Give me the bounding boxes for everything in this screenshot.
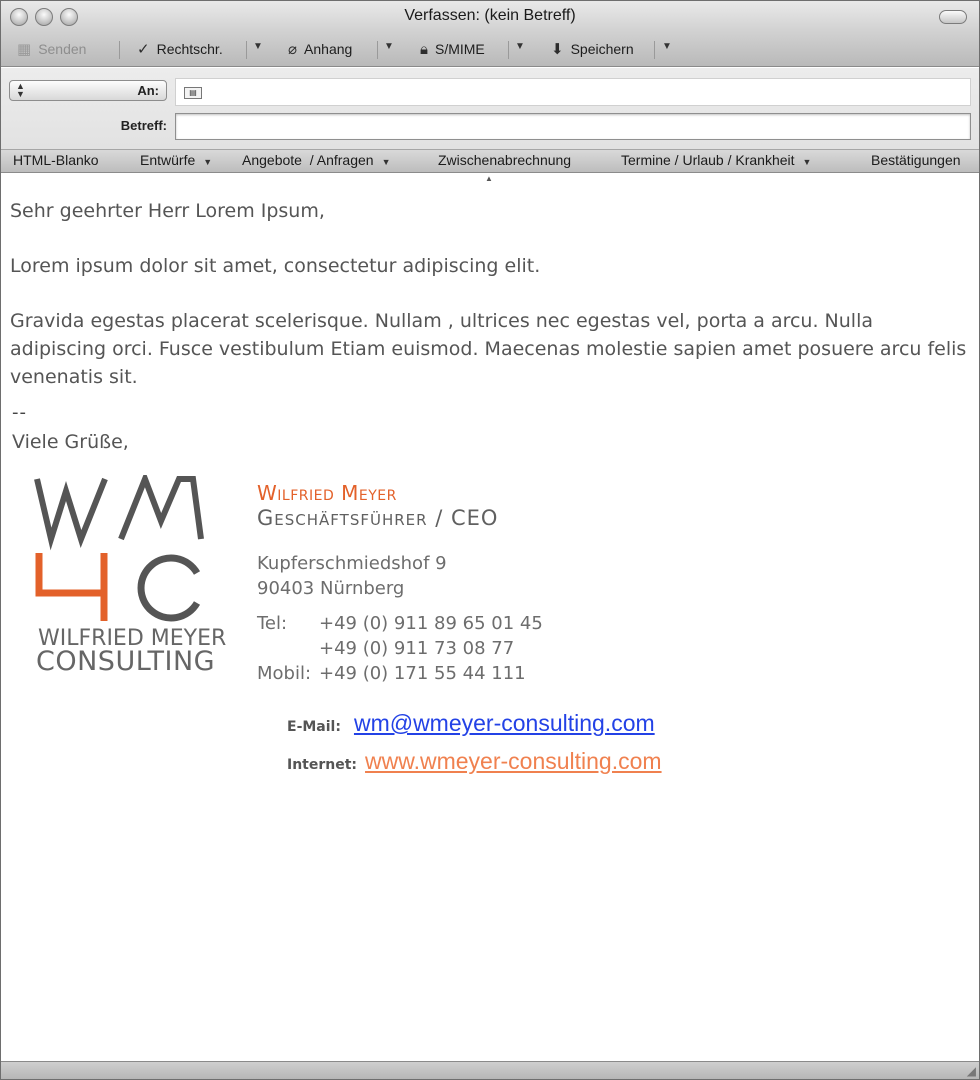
phone-row (257, 661, 543, 686)
mobile-number: +49 (0) 171 55 44 111 (319, 663, 526, 684)
smime-button[interactable] (420, 39, 485, 59)
logo-text-line2: CONSULTING (36, 646, 216, 677)
save-dropdown-icon[interactable]: ▼ (662, 41, 672, 52)
toolbar-separator (119, 41, 120, 59)
template-label: Zwischenabrechnung (438, 152, 572, 168)
status-bar (1, 1061, 979, 1079)
recipient-type-label: An: (137, 83, 159, 98)
paragraph-1: Lorem ipsum dolor sit amet, consectetur adipiscing elit. (10, 255, 541, 277)
to-input[interactable] (175, 78, 971, 106)
window-title: Verfassen: (kein Betreff) (404, 7, 576, 24)
web-row (287, 747, 662, 785)
toolbar-separator (377, 41, 378, 59)
signature-street: Kupferschmiedshof 9 (257, 553, 447, 574)
resize-grip-icon[interactable]: ◢ (966, 1064, 976, 1078)
chevron-down-icon: ▼ (203, 157, 213, 167)
attach-button[interactable] (288, 39, 352, 59)
toolbar-separator (246, 41, 247, 59)
address-area (1, 68, 979, 150)
signature-contact (287, 709, 662, 785)
web-label: Internet: (287, 757, 358, 773)
checkmark-icon: ✓ (137, 41, 150, 58)
signature-title: Geschäftsführer / CEO (257, 506, 499, 530)
chevron-down-icon: ▼ (802, 157, 812, 167)
tel-label: Tel: (257, 613, 288, 634)
subject-label: Betreff: (120, 118, 167, 133)
message-body[interactable] (1, 183, 979, 1063)
title-bar (1, 1, 979, 33)
stepper-arrows-icon: ▲ ▼ (16, 81, 25, 99)
template-zwischenabrechnung[interactable] (438, 152, 571, 168)
signature-separator: -- (12, 402, 27, 423)
toolbar-separator (654, 41, 655, 59)
email-link[interactable]: wm@wmeyer-consulting.com (353, 710, 655, 736)
template-bestaetigungen[interactable] (871, 152, 961, 168)
tel-2: +49 (0) 911 73 08 77 (319, 638, 515, 659)
template-label: HTML-Blanko (13, 152, 99, 168)
toolbar (1, 33, 979, 67)
window-chrome (1, 1, 979, 67)
signature-block (257, 481, 543, 686)
template-html-blanko[interactable] (13, 152, 99, 168)
template-termine[interactable] (621, 152, 811, 168)
send-button[interactable] (17, 39, 86, 59)
send-label: Senden (38, 41, 87, 57)
attach-label: Anhang (304, 41, 353, 57)
spellcheck-button[interactable] (137, 39, 223, 59)
email-row (287, 709, 662, 747)
email-label: E-Mail: (287, 719, 341, 735)
template-bar (1, 150, 979, 173)
spellcheck-label: Rechtschr. (156, 41, 223, 57)
save-label: Speichern (570, 41, 634, 57)
chevron-down-icon: ▼ (381, 157, 391, 167)
signature-city: 90403 Nürnberg (257, 578, 405, 599)
send-icon: ▦ (17, 41, 32, 58)
website-link[interactable]: www.wmeyer-consulting.com (365, 748, 662, 774)
attach-dropdown-icon[interactable]: ▼ (384, 41, 394, 52)
subject-input[interactable] (175, 113, 971, 140)
paperclip-icon: ⌀ (288, 41, 298, 58)
download-arrow-icon: ⬇ (551, 41, 564, 58)
template-label: Termine / Urlaub / Krankheit (621, 152, 795, 168)
logo-text-line1: WILFRIED MEYER (38, 626, 227, 651)
smime-dropdown-icon[interactable]: ▼ (515, 41, 525, 52)
template-entwuerfe[interactable] (140, 152, 212, 168)
mobile-label: Mobil: (257, 663, 312, 684)
phone-row (257, 611, 543, 636)
smime-label: S/MIME (434, 41, 485, 57)
recipient-type-select[interactable] (9, 80, 167, 101)
closing: Viele Grüße, (12, 431, 129, 453)
company-logo (33, 475, 227, 685)
spellcheck-dropdown-icon[interactable]: ▼ (253, 41, 263, 52)
template-label: Entwürfe (140, 152, 196, 168)
template-angebote[interactable] (242, 152, 390, 168)
signature-name: Wilfried Meyer (257, 481, 397, 505)
address-card-icon[interactable]: ▤ (184, 87, 202, 99)
phone-row (257, 636, 543, 661)
template-label: Angebote / Anfragen (242, 152, 374, 168)
tel-label-spacer (257, 636, 319, 661)
toolbar-separator (508, 41, 509, 59)
tel-1: +49 (0) 911 89 65 01 45 (319, 613, 543, 634)
signature-address (257, 551, 543, 601)
template-label: Bestätigungen (871, 152, 961, 168)
split-handle-icon[interactable]: ▲ (485, 174, 493, 183)
lock-icon: 🔒︎ (420, 40, 428, 58)
salutation: Sehr geehrter Herr Lorem Ipsum, (10, 200, 325, 222)
signature-phones (257, 611, 543, 686)
wm4c-logo-mark (33, 475, 208, 625)
paragraph-2: Gravida egestas placerat scelerisque. Nullam , ultrices nec egestas vel, porta a arcu. Nulla adipiscing orci. Fusce vestibulum Etiam euismod. Maecenas molestie sapien amet posuere arcu felis venenatis sit. (10, 310, 967, 388)
toolbar-toggle-button[interactable] (939, 10, 967, 24)
save-button[interactable] (551, 39, 634, 59)
